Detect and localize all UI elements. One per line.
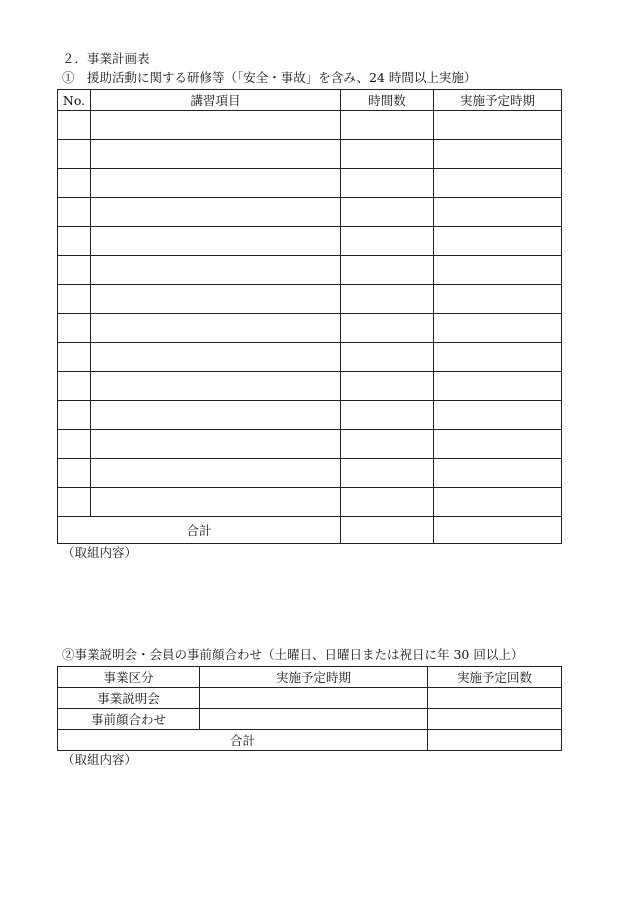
table-row xyxy=(58,372,562,401)
column-header-no: No. xyxy=(58,90,91,111)
hours-cell[interactable] xyxy=(341,140,434,169)
no-cell[interactable] xyxy=(58,111,91,140)
scheduled-period-cell[interactable] xyxy=(200,688,428,709)
hours-cell[interactable] xyxy=(341,227,434,256)
scheduled-period-cell[interactable] xyxy=(200,709,428,730)
scheduled-period-cell[interactable] xyxy=(434,459,562,488)
course-item-cell[interactable] xyxy=(91,140,341,169)
no-cell[interactable] xyxy=(58,430,91,459)
table-header-row xyxy=(58,90,562,111)
table-row xyxy=(58,111,562,140)
course-item-cell[interactable] xyxy=(91,459,341,488)
hours-cell[interactable] xyxy=(341,488,434,517)
table-row xyxy=(58,169,562,198)
section-title: ２．事業計画表 xyxy=(62,51,150,66)
scheduled-period-cell[interactable] xyxy=(434,343,562,372)
course-item-cell[interactable] xyxy=(91,401,341,430)
course-item-cell[interactable] xyxy=(91,198,341,227)
table-row xyxy=(58,430,562,459)
total-row xyxy=(58,517,562,544)
total-count-cell[interactable] xyxy=(428,730,562,751)
briefing-schedule-table xyxy=(57,666,562,751)
hours-cell[interactable] xyxy=(341,169,434,198)
hours-cell[interactable] xyxy=(341,111,434,140)
table-row xyxy=(58,198,562,227)
hours-cell[interactable] xyxy=(341,314,434,343)
training-plan-table xyxy=(57,89,562,544)
course-item-cell[interactable] xyxy=(91,343,341,372)
scheduled-count-cell[interactable] xyxy=(428,688,562,709)
no-cell[interactable] xyxy=(58,372,91,401)
course-item-cell[interactable] xyxy=(91,256,341,285)
hours-cell[interactable] xyxy=(341,401,434,430)
no-cell[interactable] xyxy=(58,256,91,285)
no-cell[interactable] xyxy=(58,169,91,198)
hours-cell[interactable] xyxy=(341,459,434,488)
category-cell: 事前顔合わせ xyxy=(58,709,200,730)
no-cell[interactable] xyxy=(58,198,91,227)
no-cell[interactable] xyxy=(58,227,91,256)
table-row xyxy=(58,256,562,285)
column-header-scheduled-period: 実施予定時期 xyxy=(434,90,562,111)
no-cell[interactable] xyxy=(58,140,91,169)
course-item-cell[interactable] xyxy=(91,488,341,517)
part2-heading: ②事業説明会・会員の事前顔合わせ（土曜日、日曜日または祝日に年 30 回以上） xyxy=(62,647,524,662)
table-row xyxy=(58,140,562,169)
scheduled-period-cell[interactable] xyxy=(434,169,562,198)
total-period-cell[interactable] xyxy=(434,517,562,544)
course-item-cell[interactable] xyxy=(91,111,341,140)
table-row xyxy=(58,285,562,314)
scheduled-period-cell[interactable] xyxy=(434,140,562,169)
hours-cell[interactable] xyxy=(341,430,434,459)
column-header-course-item: 講習項目 xyxy=(91,90,341,111)
table-row xyxy=(58,227,562,256)
table-row xyxy=(58,343,562,372)
course-item-cell[interactable] xyxy=(91,169,341,198)
course-item-cell[interactable] xyxy=(91,227,341,256)
scheduled-period-cell[interactable] xyxy=(434,430,562,459)
category-cell: 事業説明会 xyxy=(58,688,200,709)
hours-cell[interactable] xyxy=(341,372,434,401)
scheduled-count-cell[interactable] xyxy=(428,709,562,730)
course-item-cell[interactable] xyxy=(91,314,341,343)
part1-activity-note: （取組内容） xyxy=(62,545,138,560)
hours-cell[interactable] xyxy=(341,343,434,372)
no-cell[interactable] xyxy=(58,343,91,372)
no-cell[interactable] xyxy=(58,314,91,343)
column-header-scheduled-count: 実施予定回数 xyxy=(428,667,562,688)
scheduled-period-cell[interactable] xyxy=(434,198,562,227)
no-cell[interactable] xyxy=(58,285,91,314)
part1-heading: ① 援助活動に関する研修等（「安全・事故」を含み、24 時間以上実施） xyxy=(62,70,477,85)
scheduled-period-cell[interactable] xyxy=(434,488,562,517)
hours-cell[interactable] xyxy=(341,285,434,314)
scheduled-period-cell[interactable] xyxy=(434,314,562,343)
part2-activity-note: （取組内容） xyxy=(62,752,138,767)
table-row xyxy=(58,459,562,488)
no-cell[interactable] xyxy=(58,459,91,488)
no-cell[interactable] xyxy=(58,401,91,430)
table-row xyxy=(58,401,562,430)
no-cell[interactable] xyxy=(58,488,91,517)
hours-cell[interactable] xyxy=(341,198,434,227)
table-row xyxy=(58,314,562,343)
scheduled-period-cell[interactable] xyxy=(434,401,562,430)
course-item-cell[interactable] xyxy=(91,430,341,459)
scheduled-period-cell[interactable] xyxy=(434,285,562,314)
scheduled-period-cell[interactable] xyxy=(434,256,562,285)
total-label: 合計 xyxy=(58,730,428,751)
total-hours-cell[interactable] xyxy=(341,517,434,544)
total-label: 合計 xyxy=(58,517,341,544)
table-row xyxy=(58,688,562,709)
scheduled-period-cell[interactable] xyxy=(434,372,562,401)
table-row xyxy=(58,488,562,517)
column-header-hours: 時間数 xyxy=(341,90,434,111)
table-row xyxy=(58,709,562,730)
scheduled-period-cell[interactable] xyxy=(434,111,562,140)
course-item-cell[interactable] xyxy=(91,285,341,314)
scheduled-period-cell[interactable] xyxy=(434,227,562,256)
hours-cell[interactable] xyxy=(341,256,434,285)
course-item-cell[interactable] xyxy=(91,372,341,401)
table-header-row xyxy=(58,667,562,688)
column-header-scheduled-period: 実施予定時期 xyxy=(200,667,428,688)
column-header-category: 事業区分 xyxy=(58,667,200,688)
total-row xyxy=(58,730,562,751)
